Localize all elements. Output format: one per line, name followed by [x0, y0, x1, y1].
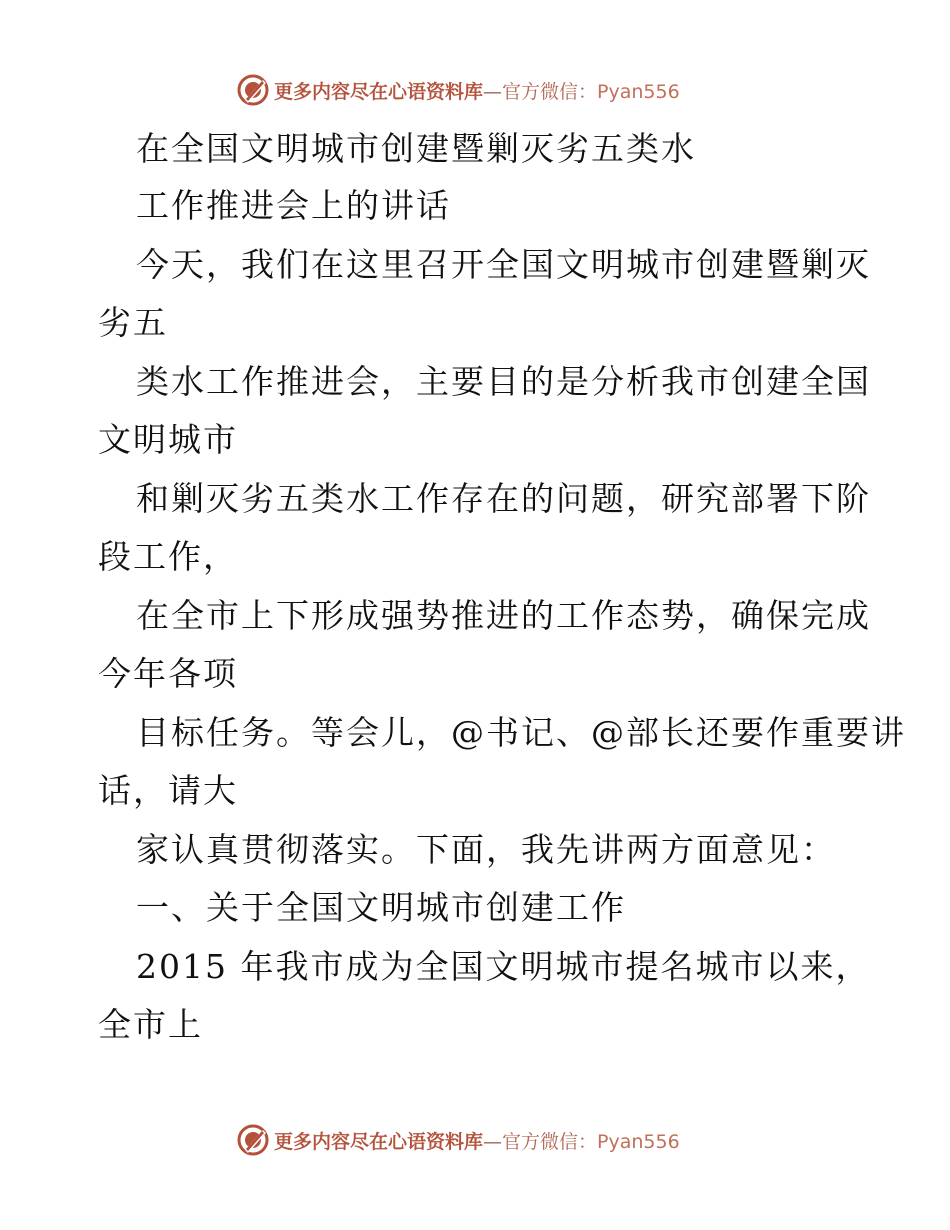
banner-source-text: 更多内容尽在心语资料库 [274, 1130, 484, 1153]
paragraph-line: 文明城市 [98, 420, 238, 459]
title-line-1: 在全国文明城市创建暨剿灭劣五类水 [136, 129, 696, 168]
paragraph-line: 段工作， [98, 537, 238, 576]
paragraph-line: 劣五 [98, 303, 168, 342]
header-banner [236, 72, 680, 108]
pen-logo-icon [236, 1123, 270, 1157]
footer-banner [236, 1122, 680, 1158]
paragraph-line: 今年各项 [98, 654, 238, 693]
paragraph-line: 话，请大 [98, 771, 238, 810]
paragraph-line: 类水工作推进会，主要目的是分析我市创建全国 [136, 362, 871, 401]
banner-dash: — [483, 1130, 503, 1153]
paragraph-line: 2015 年我市成为全国文明城市提名城市以来， [136, 947, 871, 986]
paragraph-line: 在全市上下形成强势推进的工作态势，确保完成 [136, 596, 871, 635]
paragraph-line: 家认真贯彻落实。下面，我先讲两方面意见： [136, 830, 836, 869]
paragraph-line: 全市上 [98, 1005, 203, 1044]
title-line-2: 工作推进会上的讲话 [136, 186, 451, 225]
banner-wechat-id: Pyan556 [597, 1130, 680, 1153]
paragraph-line: 目标任务。等会儿，@书记、@部长还要作重要讲 [136, 713, 906, 752]
paragraph-line: 和剿灭劣五类水工作存在的问题，研究部署下阶 [136, 479, 871, 518]
banner-dash: — [483, 80, 503, 103]
section-heading: 一、关于全国文明城市创建工作 [136, 888, 626, 927]
banner-wechat-id: Pyan556 [597, 80, 680, 103]
banner-source-text: 更多内容尽在心语资料库 [274, 80, 484, 103]
banner-wechat-label: 官方微信： [502, 1130, 598, 1153]
banner-wechat-label: 官方微信： [502, 80, 598, 103]
pen-logo-icon [236, 73, 270, 107]
paragraph-line: 今天，我们在这里召开全国文明城市创建暨剿灭 [136, 245, 871, 284]
